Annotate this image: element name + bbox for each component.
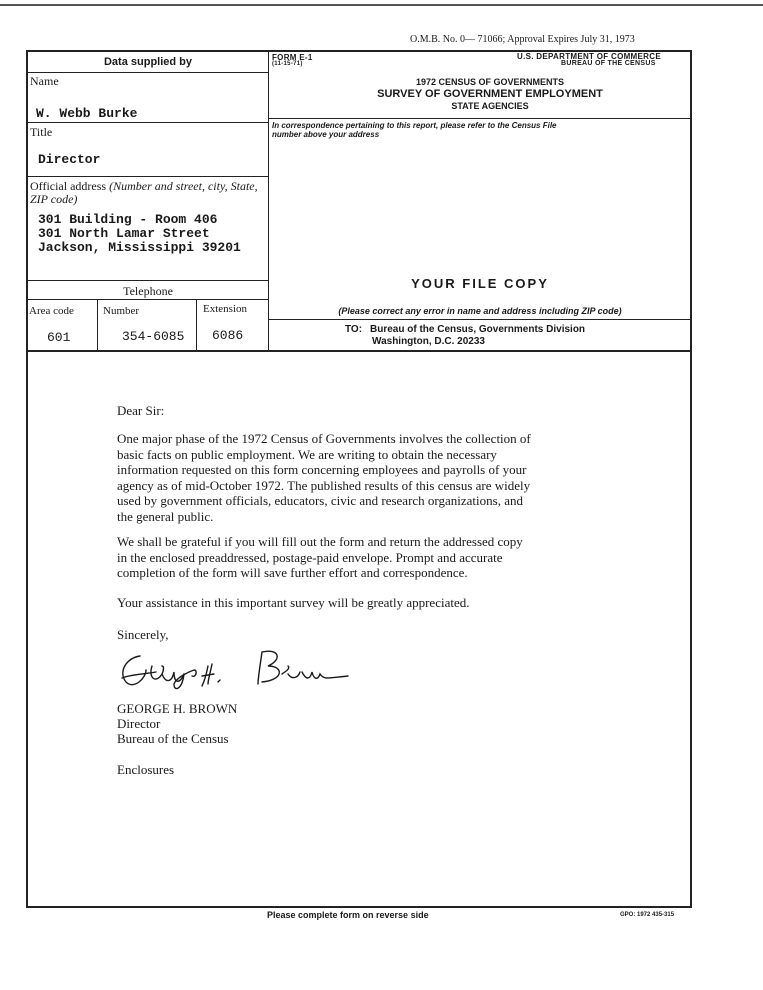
survey-title: SURVEY OF GOVERNMENT EMPLOYMENT (377, 88, 603, 100)
number-value: 354-6085 (122, 329, 185, 344)
enclosures: Enclosures (117, 762, 175, 777)
extension-value: 6086 (212, 328, 244, 343)
paragraph-1-line: used by government officials, educators, civic and research organizations, and (117, 493, 523, 508)
state-agencies: STATE AGENCIES (451, 101, 529, 111)
paragraph-1-line: agency as of mid-October 1972. The published results of this census are widely (117, 477, 531, 493)
paragraph-2-line: in the enclosed preaddressed, postage-paid envelope. Prompt and accurate (117, 549, 503, 565)
to-line-1: Bureau of the Census, Governments Division (370, 324, 586, 335)
rule (28, 122, 268, 123)
gpo-note: GPO: 1972 435-315 (620, 912, 675, 918)
to-line-2: Washington, D.C. 20233 (372, 336, 485, 347)
rule (268, 118, 690, 119)
name-label: Name (30, 74, 59, 88)
reverse-note: Please complete form on reverse side (267, 910, 429, 920)
area-code-label: Area code (29, 305, 74, 317)
top-rule (0, 4, 763, 6)
address-label: Official address (30, 179, 107, 193)
address-line-1: 301 Building - Room 406 (38, 212, 218, 227)
area-code-value: 601 (47, 330, 71, 345)
paragraph-3: Your assistance in this important survey will be greatly appreciated. (117, 595, 470, 610)
correct-note: (Please correct any error in name and address including ZIP code) (338, 306, 622, 316)
form-id: FORM E-1 (272, 53, 313, 62)
address-line-2: 301 North Lamar Street (38, 226, 210, 241)
paragraph-1 (117, 431, 677, 524)
panel-divider (268, 52, 269, 350)
data-supplied-by-heading: Data supplied by (103, 56, 193, 68)
rule (196, 299, 197, 350)
department: U.S. DEPARTMENT OF COMMERCE (517, 52, 661, 61)
file-copy-heading: YOUR FILE COPY (411, 276, 549, 291)
signer-org: Bureau of the Census (117, 731, 229, 746)
paragraph-2 (117, 534, 677, 581)
closing: Sincerely, (117, 627, 169, 642)
signer-name: GEORGE H. BROWN (117, 701, 238, 716)
paragraph-1-line: One major phase of the 1972 Census of Governments involves the collection of (117, 431, 531, 446)
address-label-block (30, 180, 266, 206)
address-hint: (Number and street, city, State, ZIP code) (30, 179, 258, 206)
rule (268, 319, 690, 320)
to-label: TO: (345, 324, 363, 335)
correspondence-note: In correspondence pertaining to this report, please refer to the Census File number above your address (272, 121, 557, 139)
name-value: W. Webb Burke (36, 106, 138, 121)
bureau: BUREAU OF THE CENSUS (561, 60, 656, 67)
section-rule (28, 350, 690, 352)
paragraph-1-line: basic facts on public employment. We are writing to obtain the necessary (117, 446, 497, 462)
paragraph-1-line: the general public. (117, 508, 214, 524)
census-title: 1972 CENSUS OF GOVERNMENTS (415, 77, 565, 87)
title-label: Title (30, 125, 53, 139)
rule (28, 299, 268, 300)
salutation: Dear Sir: (117, 403, 165, 418)
rule (28, 176, 268, 177)
rule (28, 72, 268, 73)
extension-label: Extension (203, 303, 247, 315)
omb-line: O.M.B. No. 0— 71066; Approval Expires July 31, 1973 (410, 34, 635, 45)
signature (112, 644, 352, 692)
paragraph-2-line: We shall be grateful if you will fill out the form and return the addressed copy (117, 534, 523, 549)
rule (97, 299, 98, 350)
title-value: Director (38, 152, 101, 167)
telephone-label: Telephone (123, 284, 173, 298)
number-label: Number (103, 305, 140, 317)
paragraph-2-line: completion of the form will save further effort and correspondence. (117, 565, 468, 580)
rule (28, 280, 268, 281)
signer-title: Director (117, 716, 161, 731)
address-line-3: Jackson, Mississippi 39201 (38, 240, 241, 255)
form-date: (11-15-71) (272, 61, 303, 67)
paragraph-1-line: information requested on this form concerning employees and payrolls of your (117, 462, 527, 477)
